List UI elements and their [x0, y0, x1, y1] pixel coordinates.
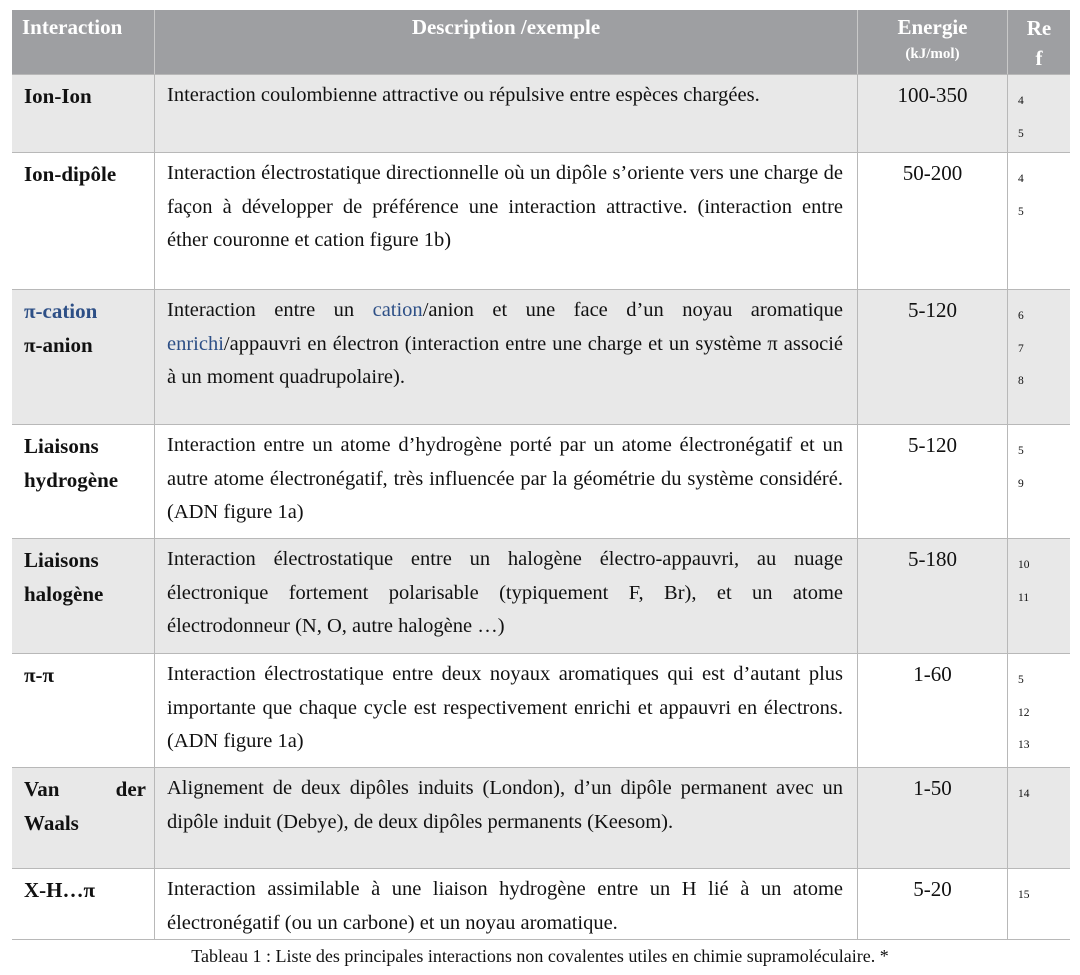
- ref-number: 10: [1018, 559, 1030, 571]
- header-ref-line2: f: [1035, 46, 1043, 70]
- interactions-table: [12, 10, 1070, 940]
- description-link-cation[interactable]: cation: [372, 299, 423, 321]
- table-row: [12, 153, 1070, 290]
- interaction-name-line1: [24, 772, 154, 806]
- ref-number: 9: [1018, 477, 1024, 490]
- header-energy: [858, 10, 1008, 74]
- ref-number: 8: [1018, 375, 1024, 387]
- interaction-refs: [1008, 425, 1070, 538]
- description-text: /anion et une face d’un noyau aromatique: [422, 299, 843, 321]
- table-row: [12, 654, 1070, 768]
- interaction-name-line1: π-cation: [24, 299, 98, 323]
- table-caption: Tableau 1 : Liste des principales interactions non covalentes utiles en chimie supramoléculaire. *: [191, 946, 889, 966]
- ref-number: 5: [1018, 127, 1024, 140]
- header-ref: [1008, 10, 1070, 74]
- ref-number: 4: [1018, 173, 1024, 185]
- interaction-name-line1: Liaisons: [24, 434, 99, 458]
- interaction-description: Interaction coulombienne attractive ou répulsive entre espèces chargées.: [155, 75, 858, 152]
- header-ref-line1: Re: [1026, 16, 1052, 40]
- interaction-refs: [1008, 654, 1070, 767]
- interaction-description: Interaction entre un atome d’hydrogène porté par un atome électronégatif et un autre atome électronégatif, très influencée par la géométrie du système considéré. (ADN figure 1a): [155, 425, 858, 538]
- description-text: Interaction entre un: [167, 299, 373, 321]
- header-description: Description /exemple: [155, 10, 858, 74]
- interaction-name: X-H…π: [12, 869, 155, 940]
- interaction-name-word: der: [115, 777, 146, 801]
- table-row: [12, 75, 1070, 153]
- interaction-name: Ion-dipôle: [12, 153, 155, 289]
- description-text: /appauvri en électron (interaction entre une charge et un système π associé à un moment quadrupolaire).: [167, 332, 843, 388]
- interaction-name: Ion-Ion: [12, 75, 155, 152]
- interaction-name-line2: hydrogène: [24, 468, 119, 492]
- interaction-energy: 1-60: [858, 654, 1008, 767]
- interaction-refs: [1008, 290, 1070, 424]
- table-row: [12, 869, 1070, 940]
- interaction-name: [12, 290, 155, 424]
- table-header: [12, 10, 1070, 75]
- interaction-description: Interaction assimilable à une liaison hydrogène entre un H lié à un atome électronégatif (ou un carbone) et un noyau aromatique.: [155, 869, 858, 940]
- interaction-refs: [1008, 869, 1070, 940]
- interaction-refs: [1008, 75, 1070, 152]
- interaction-description: Interaction électrostatique entre un halogène électro-appauvri, au nuage électronique fortement polarisable (typiquement F, Br), et un atome électrodonneur (N, O, autre halogène …): [155, 539, 858, 653]
- ref-number: 15: [1018, 889, 1030, 901]
- ref-number: 5: [1018, 205, 1024, 218]
- table-row: [12, 768, 1070, 869]
- ref-number: 4: [1018, 95, 1024, 107]
- interaction-name-word: Van: [24, 777, 60, 801]
- interaction-energy: 5-120: [858, 425, 1008, 538]
- interaction-name-line2: halogène: [24, 582, 104, 606]
- interaction-energy: 1-50: [858, 768, 1008, 868]
- interaction-refs: [1008, 539, 1070, 653]
- interaction-description: Alignement de deux dipôles induits (London), d’un dipôle permanent avec un dipôle induit (Debye), de deux dipôles permanents (Keesom).: [155, 768, 858, 868]
- interaction-description: Interaction électrostatique directionnelle où un dipôle s’oriente vers une charge de façon à développer de préférence une interaction attractive. (interaction entre éther couronne et cation figure 1b): [155, 153, 858, 289]
- header-interaction: Interaction: [12, 10, 155, 74]
- interaction-name-line1: Liaisons: [24, 548, 99, 572]
- interaction-energy: 100-350: [858, 75, 1008, 152]
- interaction-energy: 5-180: [858, 539, 1008, 653]
- interaction-energy: 5-120: [858, 290, 1008, 424]
- header-energy-label: Energie: [897, 15, 968, 39]
- interaction-description: Interaction électrostatique entre deux noyaux aromatiques qui est d’autant plus importante que chaque cycle est respectivement enrichi et appauvri en électrons. (ADN figure 1a): [155, 654, 858, 767]
- interaction-name: [12, 425, 155, 538]
- interaction-name-line2: π-anion: [24, 333, 93, 357]
- interaction-energy: 5-20: [858, 869, 1008, 940]
- interaction-name: [12, 768, 155, 868]
- ref-number: 13: [1018, 739, 1030, 751]
- interaction-refs: [1008, 153, 1070, 289]
- table-row: [12, 290, 1070, 425]
- ref-number: 7: [1018, 342, 1024, 355]
- description-link-enrichi[interactable]: enrichi: [167, 332, 224, 355]
- interaction-refs: [1008, 768, 1070, 868]
- interaction-name: [12, 539, 155, 653]
- interaction-description: [155, 290, 858, 424]
- table-row: [12, 539, 1070, 654]
- table-row: [12, 425, 1070, 539]
- interaction-energy: 50-200: [858, 153, 1008, 289]
- interaction-name-line2: Waals: [24, 811, 79, 835]
- ref-number: 12: [1018, 706, 1030, 719]
- ref-number: 6: [1018, 310, 1024, 322]
- ref-number: 5: [1018, 445, 1024, 457]
- interaction-name: π-π: [12, 654, 155, 767]
- ref-number: 14: [1018, 788, 1030, 800]
- ref-number: 11: [1018, 591, 1030, 604]
- ref-number: 5: [1018, 674, 1024, 686]
- header-energy-unit: (kJ/mol): [905, 46, 960, 62]
